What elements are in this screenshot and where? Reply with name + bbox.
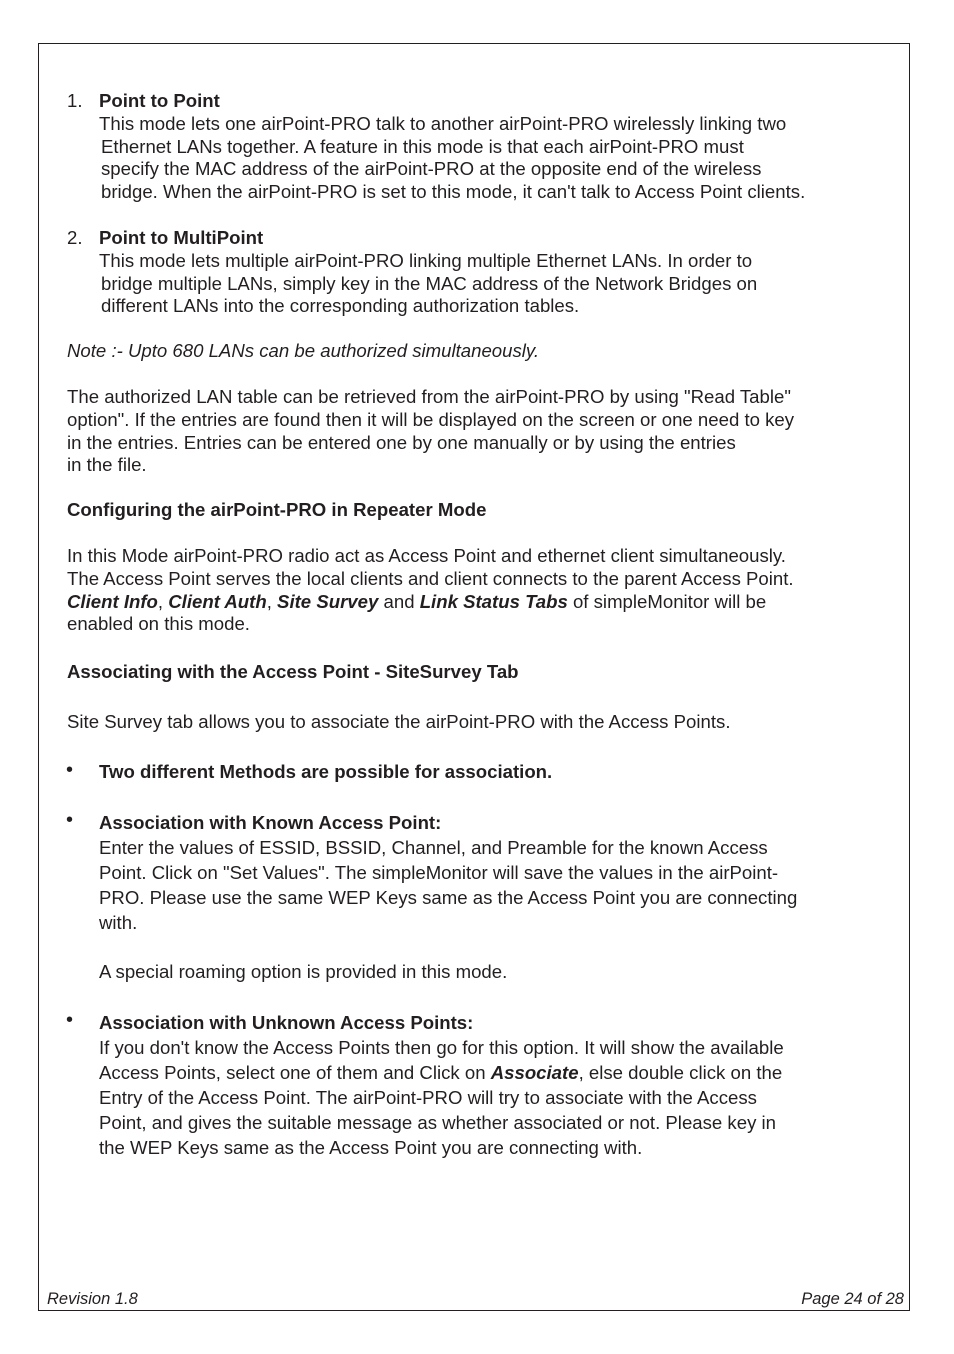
item2-line: bridge multiple LANs, simply key in the MAC address of the Network Bridges on — [101, 272, 758, 294]
item1-block — [99, 90, 805, 204]
section-heading-repeater: Configuring the airPoint-PRO in Repeater Mode — [67, 499, 487, 520]
bullet3-block — [99, 1010, 784, 1160]
bullet3-line: the WEP Keys same as the Access Point you are connecting with. — [99, 1137, 643, 1158]
conjunction: and — [378, 590, 420, 612]
item2-line: different LANs into the corresponding authorization tables. — [101, 295, 580, 317]
site-survey-tab-name: Site Survey — [277, 590, 379, 612]
roaming-note: A special roaming option is provided in this mode. — [99, 961, 508, 982]
bullet3-line: If you don't know the Access Points then go for this option. It will show the available — [99, 1037, 784, 1058]
bullet2-block — [99, 810, 797, 935]
separator: , — [266, 590, 278, 612]
associate-term: Associate — [490, 1062, 579, 1083]
bullet3-title: Association with Unknown Access Points: — [99, 1012, 474, 1033]
item1-line: bridge. When the airPoint-PRO is set to this mode, it can't talk to Access Point clients. — [101, 181, 806, 203]
paragraph-line: in the entries. Entries can be entered one by one manually or by using the entries — [67, 431, 736, 453]
bullet2-line: Point. Click on "Set Values". The simpleMonitor will save the values in the airPoint- — [99, 862, 779, 883]
bullet-dot: • — [66, 1009, 74, 1031]
paragraph-line-tabs — [67, 591, 794, 614]
paragraph-line: in the file. — [67, 454, 147, 476]
paragraph-line: The Access Point serves the local clients and client connects to the parent Access Point. — [67, 567, 794, 589]
bullet3-line: Entry of the Access Point. The airPoint-PRO will try to associate with the Access — [99, 1087, 757, 1108]
bullet2-title: Association with Known Access Point: — [99, 812, 442, 833]
item2-block — [99, 227, 757, 318]
item1-line: This mode lets one airPoint-PRO talk to another airPoint-PRO wirelessly linking two — [99, 112, 787, 134]
item2-title: Point to MultiPoint — [99, 227, 264, 248]
note-text: Note :- Upto 680 LANs can be authorized simultaneously. — [67, 340, 539, 361]
client-info-tab-name: Client Info — [67, 590, 158, 612]
line-text: , else double click on the — [578, 1062, 783, 1083]
bullet2-line: with. — [99, 912, 138, 933]
repeater-paragraph — [67, 545, 794, 636]
client-auth-tab-name: Client Auth — [168, 590, 267, 612]
bullet2-line: PRO. Please use the same WEP Keys same as the Access Point you are connecting — [99, 887, 798, 908]
item2-line: This mode lets multiple airPoint-PRO linking multiple Ethernet LANs. In order to — [99, 249, 753, 271]
bullet1-text: Two different Methods are possible for association. — [99, 761, 553, 782]
bullet-dot: • — [66, 809, 74, 831]
bullet-dot: • — [66, 759, 74, 781]
item1-number: 1. — [67, 90, 83, 111]
bullet3-line-associate — [99, 1060, 784, 1085]
table-paragraph — [67, 386, 794, 477]
item1-line: Ethernet LANs together. A feature in this mode is that each airPoint-PRO must — [101, 135, 744, 157]
sitesurvey-intro: Site Survey tab allows you to associate the airPoint-PRO with the Access Points. — [67, 711, 731, 732]
item1-title: Point to Point — [99, 90, 220, 111]
paragraph-line: In this Mode airPoint-PRO radio act as Access Point and ethernet client simultaneously. — [67, 545, 786, 566]
paragraph-line: enabled on this mode. — [67, 613, 250, 635]
item2-number: 2. — [67, 227, 83, 248]
paragraph-tail: of simpleMonitor will be — [567, 590, 767, 612]
footer-page-number: Page 24 of 28 — [801, 1290, 904, 1308]
section-heading-sitesurvey: Associating with the Access Point - SiteSurvey Tab — [67, 661, 519, 682]
link-status-tab-name: Link Status Tabs — [419, 590, 568, 612]
footer-revision: Revision 1.8 — [47, 1290, 138, 1308]
bullet3-line: Point, and gives the suitable message as whether associated or not. Please key in — [99, 1112, 777, 1133]
bullet2-line: Enter the values of ESSID, BSSID, Channel, and Preamble for the known Access — [99, 837, 768, 858]
paragraph-line: The authorized LAN table can be retrieved from the airPoint-PRO by using "Read Table" — [67, 386, 791, 407]
item1-line: specify the MAC address of the airPoint-PRO at the opposite end of the wireless — [101, 158, 762, 180]
paragraph-line: option". If the entries are found then it will be displayed on the screen or one need to key — [67, 408, 795, 430]
separator: , — [157, 590, 169, 612]
line-text: Access Points, select one of them and Click on — [99, 1062, 491, 1083]
